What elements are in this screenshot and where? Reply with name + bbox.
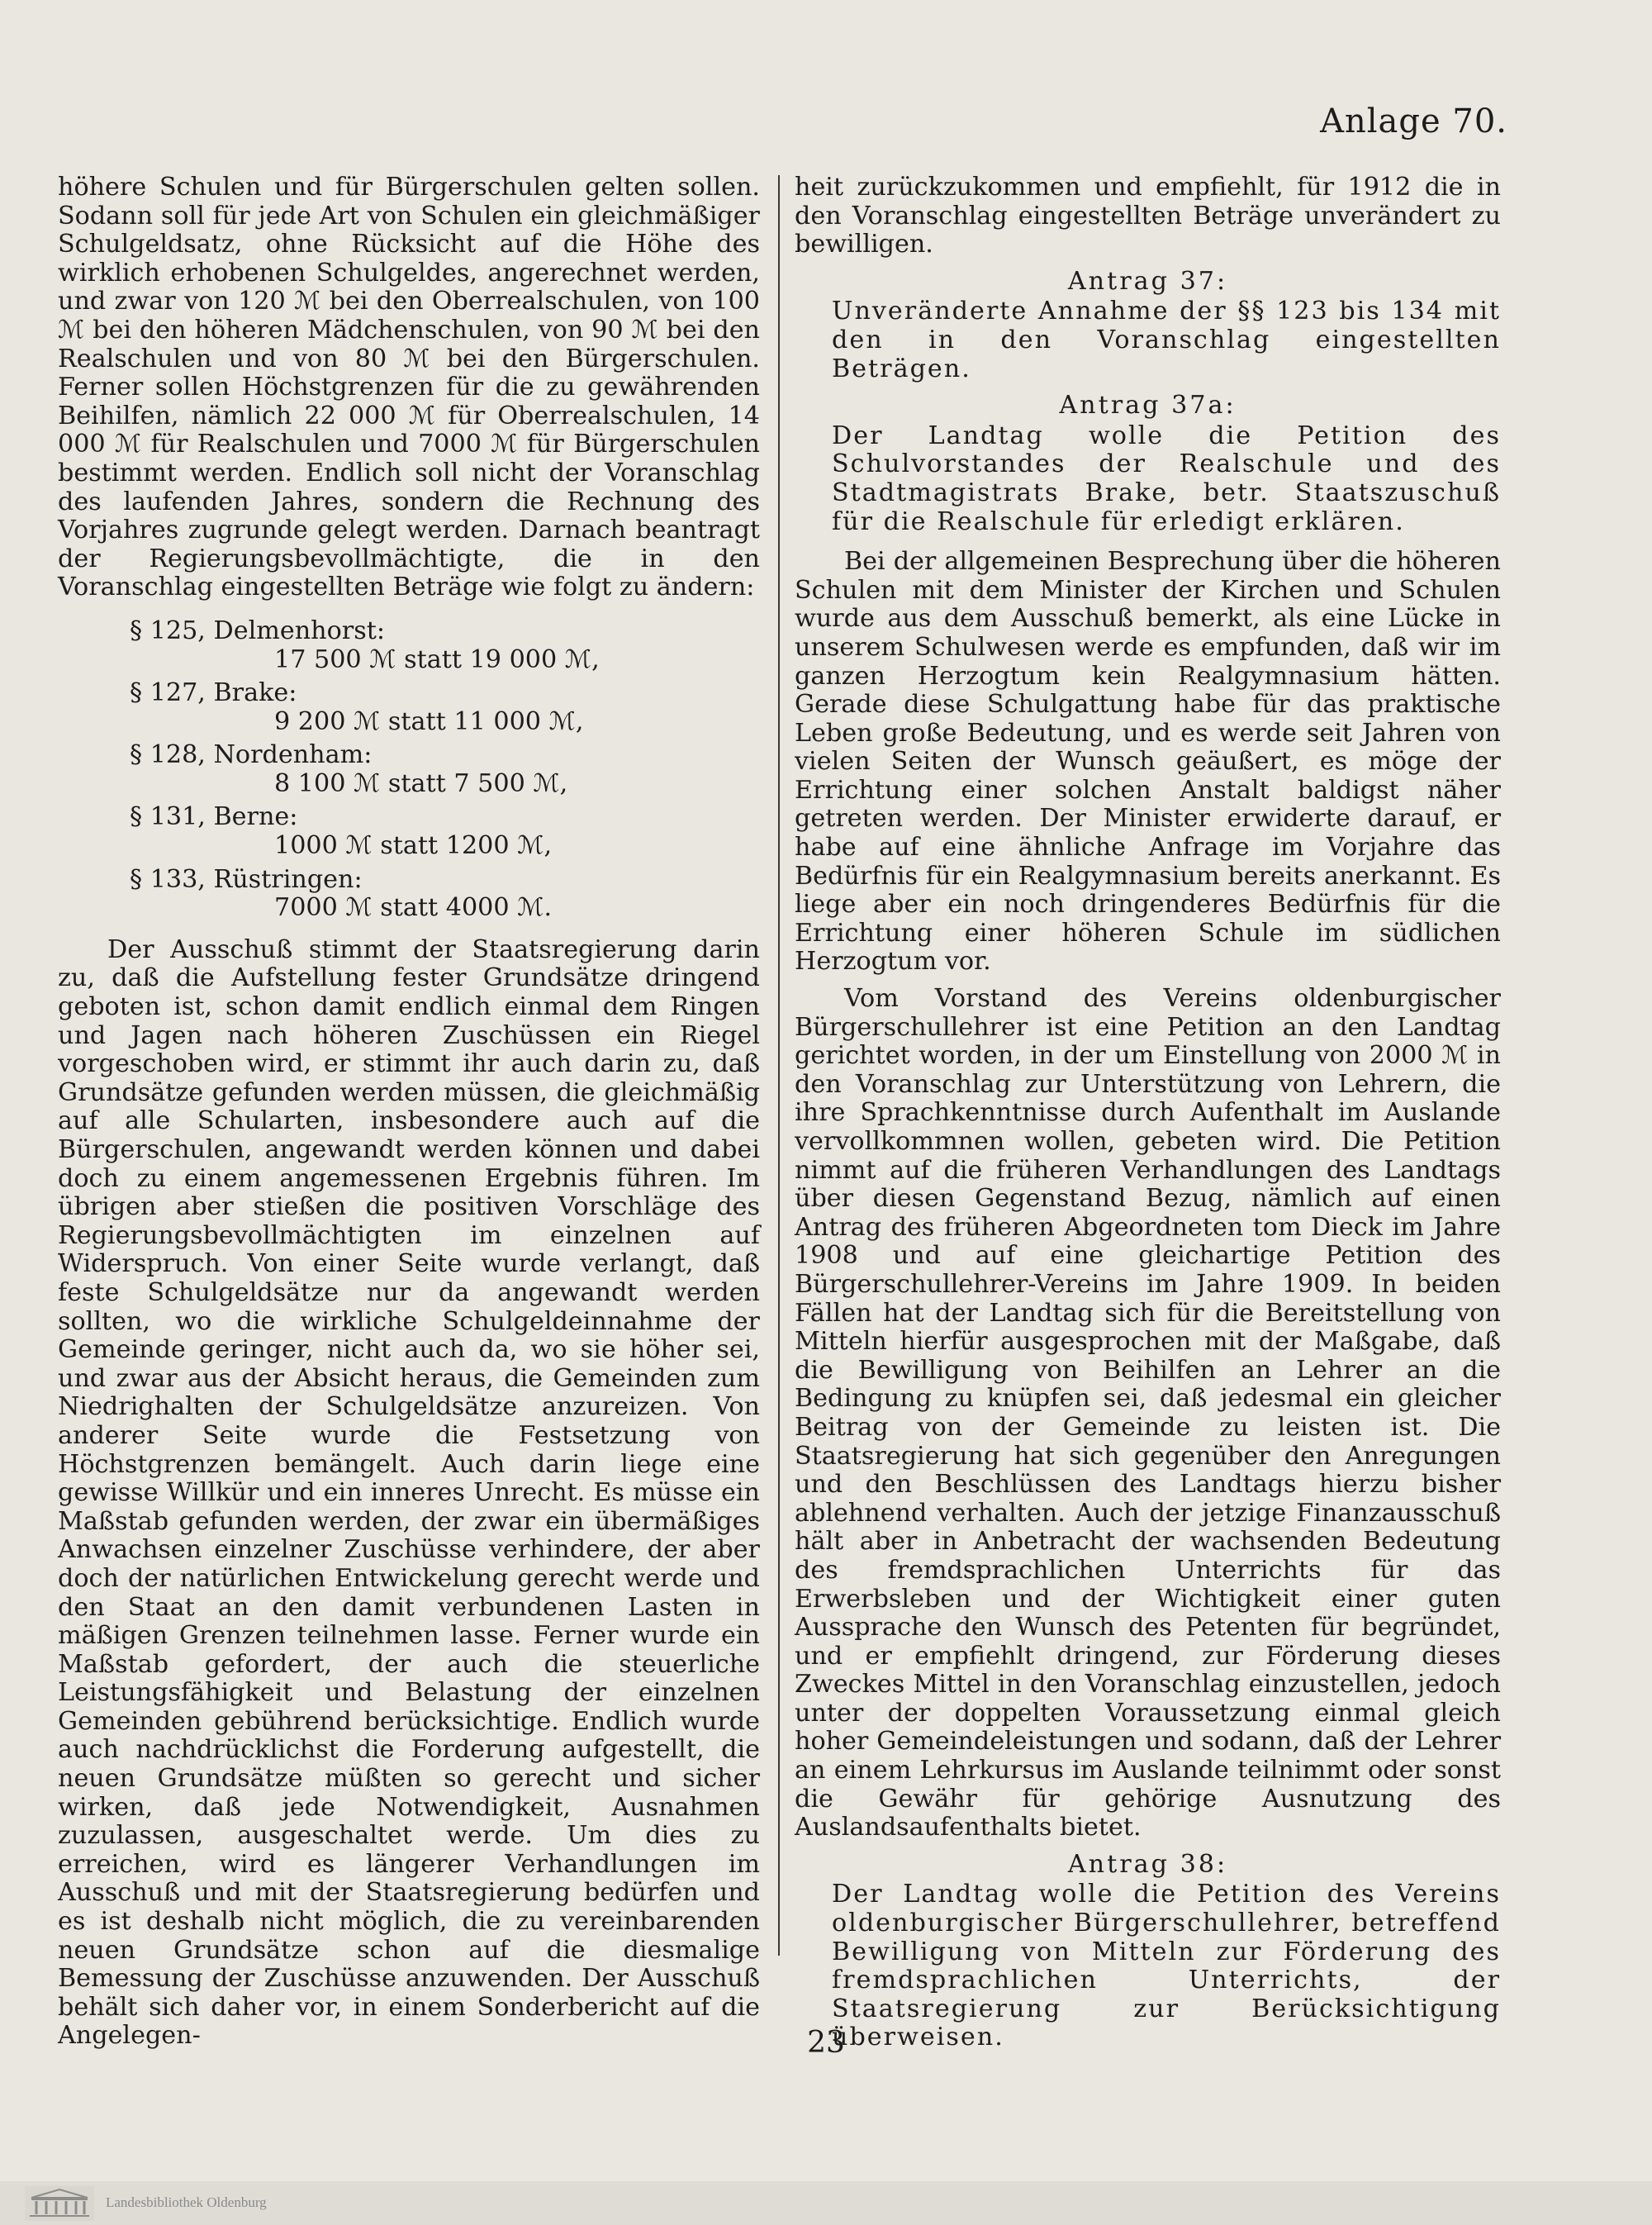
left-paragraph-2: Der Ausschuß stimmt der Staatsregierung darin zu, daß die Aufstellung fester Grundsätze dringend geboten ist, schon damit endlich einmal dem Ringen und Jagen nach höheren Zuschüssen ein Riegel vorgeschoben wird, er stimmt ihr auch darin zu, daß Grundsätze gefunden werden müssen, die gleichmäßig auf alle Schularten, insbesondere auch auf die Bürgerschulen, angewandt werden können und dabei doch zu einem angemessenen Ergebnis führen. Im übrigen aber stießen die positiven Vorschläge des Regierungsbevollmächtigten im einzelnen auf Widerspruch. Von einer Seite wurde verlangt, daß feste Schulgeldsätze nur da angewandt werden sollten, wo die wirkliche Schulgeldeinnahme der Gemeinde geringer, nicht auch da, wo sie höher sei, und zwar aus der Absicht heraus, die Gemeinden zum Niedrighalten der Schulgeldsätze anzureizen. Von anderer Seite wurde die Festsetzung von Höchstgrenzen bemängelt. Auch darin liege eine gewisse Willkür und ein inneres Unrecht. Es müsse ein Maßstab gefunden werden, der zwar ein übermäßiges Anwachsen einzelner Zuschüsse verhindere, der aber doch der natürlichen Entwickelung gerecht werde und den Staat an den damit verbundenen Lasten in mäßigen Grenzen teilnehmen lasse. Ferner wurde ein Maßstab gefordert, der auch die steuerliche Leistungsfähigkeit und Belastung der einzelnen Gemeinden gebührend berücksichtige. Endlich wurde auch nachdrücklichst die Forderung aufgestellt, die neuen Grundsätze müßten so gerecht und sicher wirken, daß jede Notwendigkeit, Ausnahmen zuzulassen, ausgeschaltet werde. Um dies zu erreichen, wird es längerer Verhandlungen im Ausschuß und mit der Staatsregierung bedürfen und es ist deshalb nicht möglich, die zu vereinbarenden neuen Grundsätze schon auf die diesmalige Bemessung der Zuschüsse anzuwenden. Der Ausschuß behält sich daher vor, in einem Sonderbericht auf die Angelegen-	[58, 934, 760, 2051]
motion-37-heading: Antrag 37:	[1067, 266, 1228, 296]
list-item: § 133, Rüstringen:	[130, 864, 363, 894]
list-item: § 127, Brake:	[130, 678, 297, 708]
column-divider	[778, 175, 780, 1956]
motion-37a-text: Der Landtag wolle die Petition des Schulvorstandes der Realschule und des Stadtmagistrats Brake, betr. Staatszuschuß für die Realschule für erledigt erklären.	[832, 421, 1501, 536]
left-paragraph-1: höhere Schulen und für Bürgerschulen gelten sollen. Sodann soll für jede Art von Schulen ein gleichmäßiger Schulgeldsatz, ohne Rücksicht auf die Höhe des wirklich erhobenen Schulgeldes, angerechnet werden, und zwar von 120 ℳ bei den Oberrealschulen, von 100 ℳ bei den höheren Mädchenschulen, von 90 ℳ bei den Realschulen und von 80 ℳ bei den Bürgerschulen. Ferner sollen Höchstgrenzen für die zu gewährenden Beihilfen, nämlich 22 000 ℳ für Oberrealschulen, 14 000 ℳ für Realschulen und 7000 ℳ für Bürgerschulen bestimmt werden. Endlich soll nicht der Voranschlag des laufenden Jahres, sondern die Rechnung des Vorjahres zugrunde gelegt werden. Darnach beantragt der Regierungsbevollmächtigte, die in den Voranschlag eingestellten Beträge wie folgt zu ändern:	[58, 173, 760, 602]
library-name: Landesbibliothek Oldenburg	[106, 2194, 267, 2210]
list-item: § 128, Nordenham:	[130, 740, 373, 770]
motion-38-text: Der Landtag wolle die Petition des Vereins oldenburgischer Bürgerschullehrer, betreffend Bewilligung von Mitteln zur Förderung des fremdsprachlichen Unterrichts, der Staatsregierung zur Berücksichtigung überweisen.	[832, 1880, 1501, 2052]
page-number: 23	[807, 2026, 845, 2060]
left-column	[58, 174, 760, 2051]
motion-37a-heading: Antrag 37a:	[1059, 391, 1237, 421]
list-item-value: 17 500 ℳ statt 19 000 ℳ,	[274, 644, 600, 674]
appendix-label: Anlage 70.	[1320, 102, 1507, 140]
right-paragraph-1: heit zurückzukommen und empfiehlt, für 1912 die in den Voranschlag eingestellten Beträge unverändert zu bewilligen.	[795, 173, 1501, 259]
list-item-value: 1000 ℳ statt 1200 ℳ,	[274, 831, 553, 861]
right-column	[795, 174, 1501, 2052]
list-item: § 131, Berne:	[130, 802, 298, 832]
library-building-icon	[25, 2186, 94, 2221]
right-paragraph-3: Vom Vorstand des Vereins oldenburgischer Bürgerschullehrer ist eine Petition an den Landtag gerichtet worden, in der um Einstellung von 2000 ℳ in den Voranschlag zur Unterstützung von Lehrern, die ihre Sprachkenntnisse durch Aufenthalt im Auslande vervollkommnen wollen, gebeten wird. Die Petition nimmt auf die früheren Verhandlungen des Landtags über diesen Gegenstand Bezug, nämlich auf einen Antrag des früheren Abgeordneten tom Dieck im Jahre 1908 und auf eine gleichartige Petition des Bürgerschullehrer-Vereins im Jahre 1909. In beiden Fällen hat der Landtag sich für die Bereitstellung von Mitteln hierfür ausgesprochen mit der Maßgabe, daß die Bewilligung von Beihilfen an Lehrer an die Bedingung zu knüpfen sei, daß jedesmal ein gleicher Beitrag von der Gemeinde zu leisten ist. Die Staatsregierung hat sich gegenüber den Anregungen und den Beschlüssen des Landtags hierzu bisher ablehnend verhalten. Auch der jetzige Finanzausschuß hält aber in Anbetracht der wachsenden Bedeutung des fremdsprachlichen Unterrichts für das Erwerbsleben und der Wichtigkeit einer guten Aussprache den Wunsch des Petenten für begründet, und er empfiehlt dringend, zur Förderung dieses Zweckes Mittel in den Voranschlag einzustellen, jedoch unter der doppelten Voraussetzung einmal gleich hoher Gemeindeleistungen und sodann, daß der Lehrer an einem Lehrkursus im Auslande teilnimmt oder sonst die Gewähr für gehörige Ausnutzung des Auslandsaufenthalts bietet.	[795, 984, 1501, 1842]
list-item: § 125, Delmenhorst:	[130, 616, 385, 645]
right-paragraph-2: Bei der allgemeinen Besprechung über die höheren Schulen mit dem Minister der Kirchen und Schulen wurde aus dem Ausschuß bemerkt, als eine Lücke in unserem Schulwesen werde es empfunden, daß wir im ganzen Herzogtum kein Realgymnasium hätten. Gerade diese Schulgattung habe für das praktische Leben große Bedeutung, und es werde seit Jahren von vielen Seiten der Wunsch geäußert, es möge der Errichtung einer solchen Anstalt baldigst näher getreten werden. Der Minister erwiderte darauf, er habe auf eine ähnliche Anfrage im Vorjahre das Bedürfnis für ein Realgymnasium bereits anerkannt. Es liege aber ein noch dringenderes Bedürfnis für die Errichtung einer höheren Schule im südlichen Herzogtum vor.	[795, 547, 1501, 977]
list-item-value: 7000 ℳ statt 4000 ℳ.	[274, 893, 553, 923]
list-item-value: 8 100 ℳ statt 7 500 ℳ,	[274, 768, 568, 798]
budget-change-list	[58, 617, 760, 923]
list-item-value: 9 200 ℳ statt 11 000 ℳ,	[274, 706, 584, 736]
motion-38-heading: Antrag 38:	[1067, 1849, 1228, 1879]
motion-37-text: Unveränderte Annahme der §§ 123 bis 134 mit den in den Voranschlag eingestellten Beträgen.	[832, 297, 1501, 383]
